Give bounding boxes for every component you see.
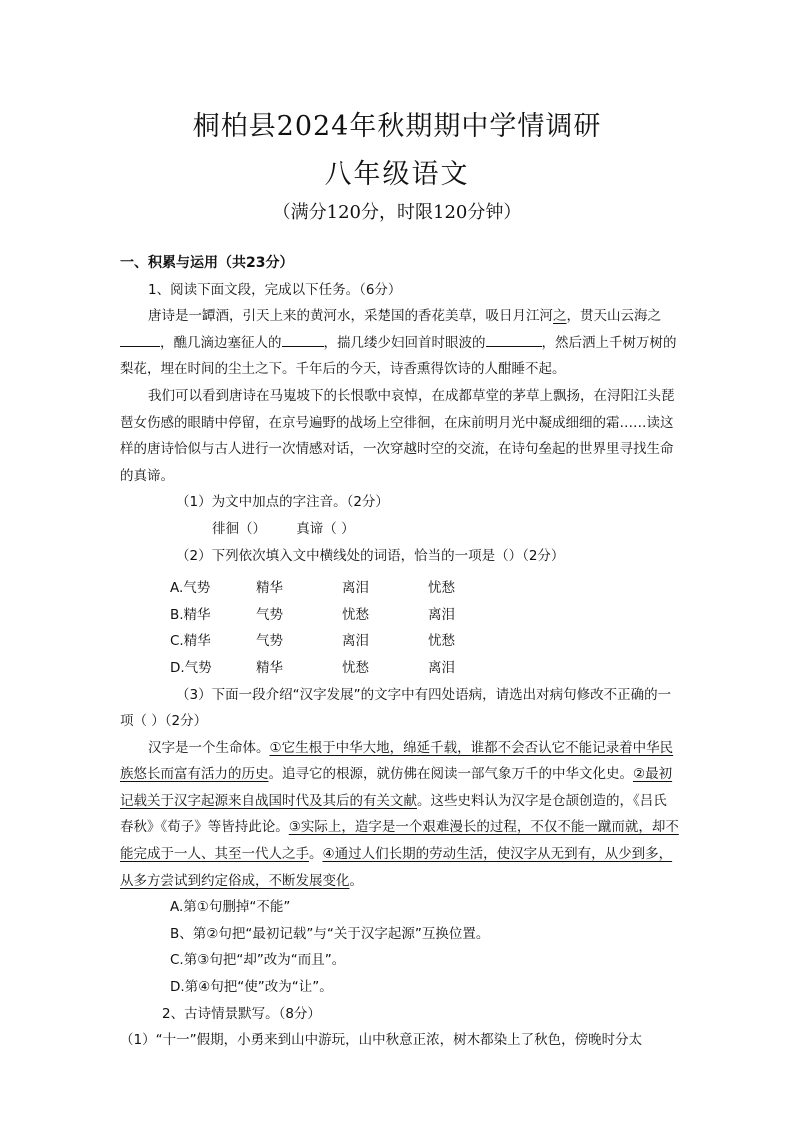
option-3a[interactable]: A.第①句删掉“不能” xyxy=(170,899,291,916)
option-cell: 精华 xyxy=(256,580,283,597)
exam-subject: 八年级语文 xyxy=(324,159,470,190)
option-cell: 忧愁 xyxy=(342,606,369,623)
option-cell: 离泪 xyxy=(342,633,369,650)
option-cell: B.精华 xyxy=(170,606,211,623)
passage-text: 。 xyxy=(309,846,323,863)
passage-paragraph-3 xyxy=(120,735,680,895)
option-row-a[interactable] xyxy=(120,575,680,602)
exam-note: （满分120分，时限120分钟） xyxy=(272,202,522,223)
sub-question-1: （1）为文中加点的字注音。（2分） xyxy=(176,494,389,511)
option-3b[interactable]: B、第②句把“最初记载”与“关于汉字起源”互换位置。 xyxy=(170,925,490,942)
exam-content xyxy=(120,250,680,1054)
sub-question-2: （2）下列依次填入文中横线处的词语，恰当的一项是（）（2分） xyxy=(176,547,565,564)
sub-question-3: （3）下面一段介绍“汉字发展”的文字中有四处语病，请选出对病句修改不正确的一 xyxy=(176,686,672,703)
underlined-sentence-4: ④通过人们长期的劳动生活，使汉字从无到有，从少到多，从多方尝试到约定俗成，不断发展变化 xyxy=(120,846,673,889)
option-cell: 气势 xyxy=(256,633,283,650)
sub-question-3-cont: 项（ ）（2分） xyxy=(120,713,208,730)
option-row-d[interactable] xyxy=(120,655,680,682)
option-cell: 离泪 xyxy=(428,606,455,623)
passage-text: 。追寻它的根源，就仿佛在阅读一部气象万千的中华文化史。 xyxy=(268,766,633,783)
fill-blank-3[interactable] xyxy=(486,330,542,347)
fill-blank-2[interactable] xyxy=(282,330,324,347)
question-1-intro: 1、阅读下面文段，完成以下任务。（6分） xyxy=(148,281,402,298)
pinyin-item: 真谛（ ） xyxy=(296,520,355,537)
fill-blank-1[interactable] xyxy=(120,330,160,347)
pinyin-item: 徘徊（） xyxy=(212,520,266,537)
option-cell: 离泪 xyxy=(342,580,369,597)
passage-text: ，然后洒上千树万树的梨花，埋在时间的尘土之下。千年后的今天，诗香熏得饮诗的人酣睡不起。 xyxy=(120,334,677,378)
passage-paragraph-1 xyxy=(120,303,680,383)
passage-text: ，揣几缕少妇回首时眼波的 xyxy=(323,334,486,351)
option-row-c[interactable] xyxy=(120,628,680,655)
underlined-sentence-2: ②最初记载关于汉字起源来自战国时代及其后的有关文献 xyxy=(120,766,673,809)
exam-title: 桐柏县2024年秋期期中学情调研 xyxy=(192,111,602,142)
option-3d[interactable]: D.第④句把“使”改为“让”。 xyxy=(170,979,333,996)
passage-text-underlined: 之 xyxy=(553,308,567,325)
passage-text: 汉字是一个生命体。 xyxy=(148,739,270,756)
option-cell: 忧愁 xyxy=(342,659,369,676)
option-cell: C.精华 xyxy=(170,633,211,650)
passage-text: ，贯天山云海之 xyxy=(566,308,661,325)
option-cell: 忧愁 xyxy=(428,580,455,597)
option-cell: 气势 xyxy=(256,606,283,623)
passage-text: ，醮几滴边塞征人的 xyxy=(160,334,282,351)
option-row-b[interactable] xyxy=(120,602,680,629)
option-cell: D.气势 xyxy=(170,659,212,676)
option-cell: 离泪 xyxy=(428,659,455,676)
passage-paragraph-2: 我们可以看到唐诗在马嵬坡下的长恨歌中哀悼，在成都草堂的茅草上飘扬，在浔阳江头琵琶女伤感的眼睛中停留，在京号遍野的战场上空徘徊，在床前明月光中凝成细细的霜……读这样的唐诗恰似与古人进行一次情感对话，一次穿越时空的交流，在诗句垒起的世界里寻找生命的真谛。 xyxy=(120,387,675,484)
underlined-sentence-3: ③实际上，造字是一个艰难漫长的过程，不仅不能一蹴而就，却不能完成于一人、其至一代人之手 xyxy=(120,819,679,863)
option-3c[interactable]: C.第③句把“却”改为“而且”。 xyxy=(170,952,346,969)
pinyin-row xyxy=(120,516,680,543)
question-2-sub-1: （1）“十一”假期，小勇来到山中游玩，山中秋意正浓，树木都染上了秋色，傍晚时分太 xyxy=(120,1032,643,1049)
passage-text: 。这些史料认为汉字是仓颉创造的，《吕氏春秋》《荀子》等皆持此论。 xyxy=(120,792,667,836)
section-heading: 一、积累与运用（共23分） xyxy=(120,255,294,271)
option-cell: 精华 xyxy=(256,659,283,676)
underlined-sentence-1: ①它生根于中华大地，绵延千载，谁都不会否认它不能记录着中华民族悠长而富有活力的历史 xyxy=(120,739,674,783)
passage-text: 唐诗是一罈酒，引天上来的黄河水，采楚国的香花美草，吸日月江河 xyxy=(148,308,553,325)
option-cell: A.气势 xyxy=(170,580,211,597)
option-cell: 忧愁 xyxy=(428,633,455,650)
passage-text: 。 xyxy=(349,872,363,889)
question-2-intro: 2、古诗情景默写。（8分） xyxy=(162,1005,321,1022)
